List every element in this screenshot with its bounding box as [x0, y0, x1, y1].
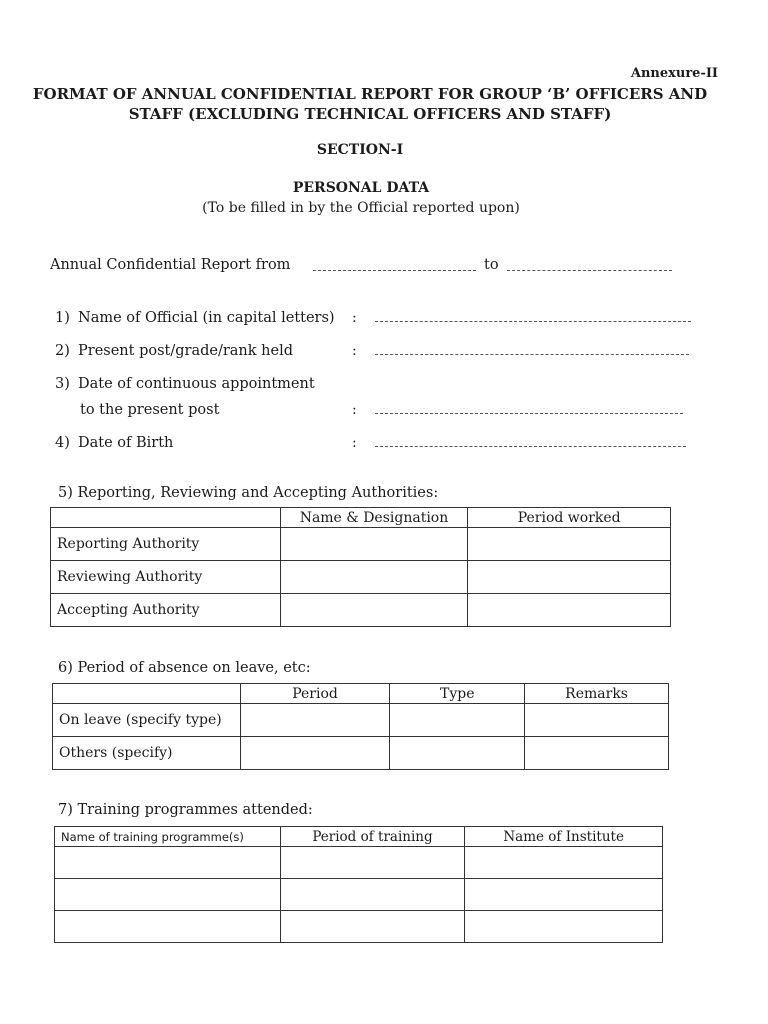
field-appointment-label-cont: to the present post — [80, 402, 220, 418]
field-dob-number: 4) — [55, 435, 70, 451]
appointment-date-field[interactable] — [375, 413, 683, 414]
accepting-name-cell[interactable] — [280, 594, 468, 627]
field-dob-colon: : — [352, 435, 357, 451]
field-post-colon: : — [352, 343, 357, 359]
leave-remarks-cell[interactable] — [525, 704, 669, 737]
report-to-field[interactable] — [507, 270, 672, 271]
column-header-remarks: Remarks — [525, 684, 669, 704]
reviewing-period-cell[interactable] — [468, 561, 671, 594]
absence-heading: 6) Period of absence on leave, etc: — [58, 660, 311, 676]
column-header-period: Period — [240, 684, 390, 704]
row-label-reporting-authority: Reporting Authority — [51, 528, 281, 561]
training-period-cell[interactable] — [280, 879, 465, 911]
accepting-period-cell[interactable] — [468, 594, 671, 627]
table-row — [51, 528, 671, 561]
reporting-period-cell[interactable] — [468, 528, 671, 561]
others-period-cell[interactable] — [240, 737, 390, 770]
authorities-table — [50, 507, 671, 627]
fill-instruction: (To be filled in by the Official reported upon) — [202, 200, 520, 216]
training-institute-cell[interactable] — [465, 847, 663, 879]
row-label-others: Others (specify) — [53, 737, 241, 770]
training-heading: 7) Training programmes attended: — [58, 802, 313, 818]
leave-type-cell[interactable] — [390, 704, 525, 737]
reviewing-name-cell[interactable] — [280, 561, 468, 594]
table-row — [55, 847, 663, 879]
row-label-reviewing-authority: Reviewing Authority — [51, 561, 281, 594]
table-row — [51, 561, 671, 594]
column-header-training-name: Name of training programme(s) — [55, 827, 281, 847]
column-header-institute: Name of Institute — [465, 827, 663, 847]
field-appointment-label: Date of continuous appointment — [78, 376, 315, 392]
table-row — [55, 879, 663, 911]
personal-data-heading: PERSONAL DATA — [292, 180, 430, 196]
report-period-label: Annual Confidential Report from — [50, 257, 291, 273]
table-row — [55, 911, 663, 943]
field-name-label: Name of Official (in capital letters) — [78, 310, 335, 326]
training-period-cell[interactable] — [280, 847, 465, 879]
table-header-row — [53, 684, 669, 704]
field-name-number: 1) — [55, 310, 70, 326]
column-header-training-period: Period of training — [280, 827, 465, 847]
authorities-heading: 5) Reporting, Reviewing and Accepting Authorities: — [58, 485, 439, 501]
table-header-row — [55, 827, 663, 847]
column-header-blank — [53, 684, 241, 704]
training-name-cell[interactable] — [55, 911, 281, 943]
absence-table — [52, 683, 669, 770]
column-header-name-designation: Name & Designation — [280, 508, 468, 528]
leave-period-cell[interactable] — [240, 704, 390, 737]
training-period-cell[interactable] — [280, 911, 465, 943]
field-post-number: 2) — [55, 343, 70, 359]
table-row — [53, 704, 669, 737]
form-title — [20, 84, 720, 124]
table-row — [53, 737, 669, 770]
field-appointment-colon: : — [352, 402, 357, 418]
training-institute-cell[interactable] — [465, 879, 663, 911]
row-label-accepting-authority: Accepting Authority — [51, 594, 281, 627]
column-header-period-worked: Period worked — [468, 508, 671, 528]
training-name-cell[interactable] — [55, 847, 281, 879]
field-appointment-number: 3) — [55, 376, 70, 392]
official-name-field[interactable] — [375, 321, 691, 322]
annexure-label: Annexure-II — [630, 66, 718, 81]
column-header-blank — [51, 508, 281, 528]
present-post-field[interactable] — [375, 354, 689, 355]
others-remarks-cell[interactable] — [525, 737, 669, 770]
training-institute-cell[interactable] — [465, 911, 663, 943]
date-of-birth-field[interactable] — [375, 446, 686, 447]
table-header-row — [51, 508, 671, 528]
training-table — [54, 826, 663, 943]
field-dob-label: Date of Birth — [78, 435, 174, 451]
report-to-label: to — [484, 257, 499, 273]
reporting-name-cell[interactable] — [280, 528, 468, 561]
row-label-on-leave: On leave (specify type) — [53, 704, 241, 737]
others-type-cell[interactable] — [390, 737, 525, 770]
field-post-label: Present post/grade/rank held — [78, 343, 293, 359]
section-heading: SECTION-I — [316, 142, 404, 158]
report-from-field[interactable] — [313, 270, 476, 271]
training-name-cell[interactable] — [55, 879, 281, 911]
field-name-colon: : — [352, 310, 357, 326]
form-title-line2: STAFF (EXCLUDING TECHNICAL OFFICERS AND STAFF) — [128, 105, 612, 123]
table-row — [51, 594, 671, 627]
column-header-type: Type — [390, 684, 525, 704]
form-title-line1: FORMAT OF ANNUAL CONFIDENTIAL REPORT FOR GROUP ‘B’ OFFICERS AND — [32, 85, 708, 103]
